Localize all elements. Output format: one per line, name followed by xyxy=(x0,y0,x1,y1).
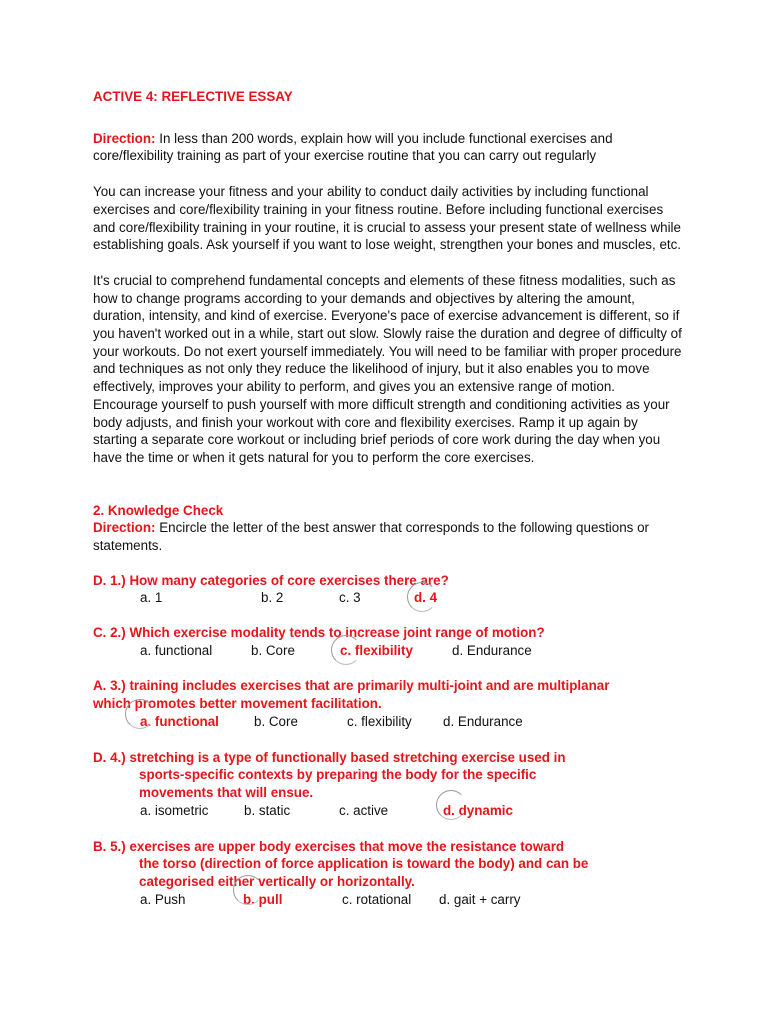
document-page xyxy=(93,88,683,909)
activity-title: ACTIVE 4: REFLECTIVE ESSAY xyxy=(93,89,293,104)
option-a[interactable]: a. isometric xyxy=(140,802,209,818)
essay-paragraph-1: You can increase your fitness and your ability to conduct daily activities by including functional exercises and core/flexibility training in your fitness routine. Before including functional exercises and core/flexibility training in your routine, it is crucial to assess your present state of wellness while establishing goals. Ask yourself if you want to lose weight, strengthen your bones and muscles, etc. xyxy=(93,184,682,253)
option-c[interactable]: c. rotational xyxy=(342,891,412,907)
question-5 xyxy=(93,838,683,909)
option-b[interactable]: b. Core xyxy=(254,713,298,729)
question-1-text: D. 1.) How many categories of core exercises there are? xyxy=(93,572,449,588)
question-4-text-line-3: movements that will ensue. xyxy=(139,784,314,800)
option-d-selected[interactable]: d. 4 xyxy=(414,590,438,606)
direction-text: In less than 200 words, explain how will you include functional exercises and core/flexibility training as part of your exercise routine that you can carry out regularly xyxy=(93,130,613,164)
option-c-selected[interactable]: c. flexibility xyxy=(340,643,413,659)
option-d[interactable]: d. Endurance xyxy=(443,713,523,729)
question-1 xyxy=(93,572,683,608)
option-a[interactable]: a. functional xyxy=(140,643,213,659)
knowledge-check-title: 2. Knowledge Check xyxy=(93,502,224,518)
question-5-text-line-1: B. 5.) exercises are upper body exercises that move the resistance toward xyxy=(93,838,565,854)
question-2-options xyxy=(93,642,683,660)
activity-direction xyxy=(93,130,683,165)
option-c[interactable]: c. 3 xyxy=(339,590,361,606)
question-3-options xyxy=(93,713,683,731)
option-a[interactable]: a. Push xyxy=(140,891,186,907)
knowledge-check-direction xyxy=(93,519,683,554)
question-4-options xyxy=(93,802,683,820)
option-a-selected[interactable]: a. functional xyxy=(140,713,219,729)
kc-direction-text: Encircle the letter of the best answer that corresponds to the following questions or statements. xyxy=(93,520,649,554)
option-d-selected[interactable]: d. dynamic xyxy=(443,802,513,818)
question-4 xyxy=(93,749,683,820)
essay-paragraph-2: It's crucial to comprehend fundamental concepts and elements of these fitness modalities, such as how to change programs according to your demands and objectives by altering the amount, duration, intensity, and kind of exercise. Everyone's pace of exercise advancement is different, so if you haven't worked out in a while, start out slow. Slowly raise the duration and degree of difficulty of your workouts. Do not exert yourself immediately. You will need to be familiar with proper procedure and techniques as not only they reduce the likelihood of injury, but it also enables you to move effectively, improves your ability to perform, and gives you an extensive range of motion. Encourage yourself to push yourself with more difficult strength and conditioning activities as your body adjusts, and finish your workout with core and flexibility exercises. Ramp it up again by starting a separate core workout or including brief periods of core work during the day when you have the time or when it gets natural for you to perform the core exercises. xyxy=(93,272,682,465)
option-b[interactable]: b. Core xyxy=(251,643,295,659)
question-5-text-line-2: the torso (direction of force application is toward the body) and can be xyxy=(139,856,589,872)
option-a[interactable]: a. 1 xyxy=(140,590,163,606)
question-2-text: C. 2.) Which exercise modality tends to increase joint range of motion? xyxy=(93,625,545,641)
option-b-selected[interactable]: b. pull xyxy=(243,891,283,907)
question-5-options xyxy=(93,891,683,909)
option-d[interactable]: d. Endurance xyxy=(452,643,532,659)
question-3-text-line-2: which promotes better movement facilitation. xyxy=(93,695,382,711)
question-4-text-line-1: D. 4.) stretching is a type of functionally based stretching exercise used in xyxy=(93,749,566,765)
question-4-text-line-2: sports-specific contexts by preparing the body for the specific xyxy=(139,767,537,783)
option-b[interactable]: b. 2 xyxy=(261,590,284,606)
question-2 xyxy=(93,624,683,660)
kc-direction-label: Direction: xyxy=(93,520,156,536)
question-3 xyxy=(93,677,683,730)
question-5-text-line-3: categorised either vertically or horizontally. xyxy=(139,874,415,890)
question-3-text-line-1: A. 3.) training includes exercises that are primarily multi-joint and are multiplanar xyxy=(93,678,610,694)
option-c[interactable]: c. active xyxy=(339,802,389,818)
option-d[interactable]: d. gait + carry xyxy=(439,891,521,907)
option-b[interactable]: b. static xyxy=(244,802,291,818)
question-1-options xyxy=(93,589,683,607)
direction-label: Direction: xyxy=(93,130,156,146)
option-c[interactable]: c. flexibility xyxy=(347,713,412,729)
